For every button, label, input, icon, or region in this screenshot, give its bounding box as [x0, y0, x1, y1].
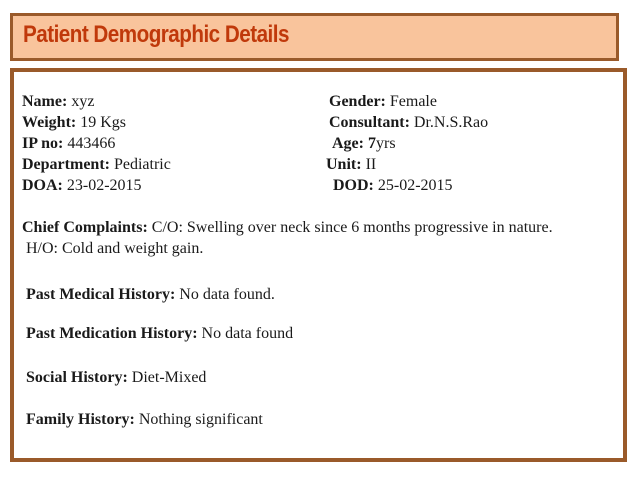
- name-field: [22, 93, 94, 111]
- age-value: yrs: [375, 135, 396, 152]
- social-history-label: Social History:: [26, 369, 128, 386]
- gender-label: Gender:: [329, 93, 386, 110]
- weight-value: 19 Kgs: [76, 114, 126, 131]
- age-field: [332, 135, 396, 153]
- consultant-field: [329, 114, 488, 132]
- department-field: [22, 156, 171, 174]
- chief-complaints: [22, 219, 553, 237]
- past-medication-history: [26, 325, 293, 343]
- name-value: xyz: [67, 93, 95, 110]
- chief-complaints-continuation: H/O: Cold and weight gain.: [26, 240, 204, 257]
- dod-label: DOD:: [333, 177, 374, 194]
- past-medication-history-value: No data found: [197, 325, 294, 342]
- past-medical-history-label: Past Medical History:: [26, 286, 176, 303]
- past-medication-history-label: Past Medication History:: [26, 325, 198, 342]
- consultant-label: Consultant:: [329, 114, 410, 131]
- family-history: [26, 411, 263, 429]
- weight-label: Weight:: [22, 114, 77, 131]
- dod-value: 25-02-2015: [373, 177, 453, 194]
- dod-field: [333, 177, 453, 195]
- ip-no-value: 443466: [63, 135, 116, 152]
- social-history-value: Diet-Mixed: [127, 369, 207, 386]
- gender-field: [329, 93, 437, 111]
- past-medical-history: [26, 286, 275, 304]
- doa-field: [22, 177, 142, 195]
- department-label: Department:: [22, 156, 110, 173]
- chief-complaints-value: C/O: Swelling over neck since 6 months progressive in nature.: [147, 219, 553, 236]
- doa-value: 23-02-2015: [62, 177, 142, 194]
- ip-no-field: [22, 135, 115, 153]
- page-title: Patient Demographic Details: [23, 21, 289, 48]
- past-medical-history-value: No data found.: [175, 286, 275, 303]
- family-history-value: Nothing significant: [134, 411, 263, 428]
- ip-no-label: IP no:: [22, 135, 64, 152]
- unit-field: [326, 156, 376, 174]
- unit-label: Unit:: [326, 156, 362, 173]
- gender-value: Female: [385, 93, 437, 110]
- department-value: Pediatric: [109, 156, 171, 173]
- title-banner: [10, 13, 619, 61]
- chief-complaints-label: Chief Complaints:: [22, 219, 148, 236]
- social-history: [26, 369, 206, 387]
- name-label: Name:: [22, 93, 68, 110]
- consultant-value: Dr.N.S.Rao: [409, 114, 489, 131]
- age-label: Age: 7: [332, 135, 376, 152]
- weight-field: [22, 114, 126, 132]
- doa-label: DOA:: [22, 177, 63, 194]
- family-history-label: Family History:: [26, 411, 135, 428]
- unit-value: II: [361, 156, 377, 173]
